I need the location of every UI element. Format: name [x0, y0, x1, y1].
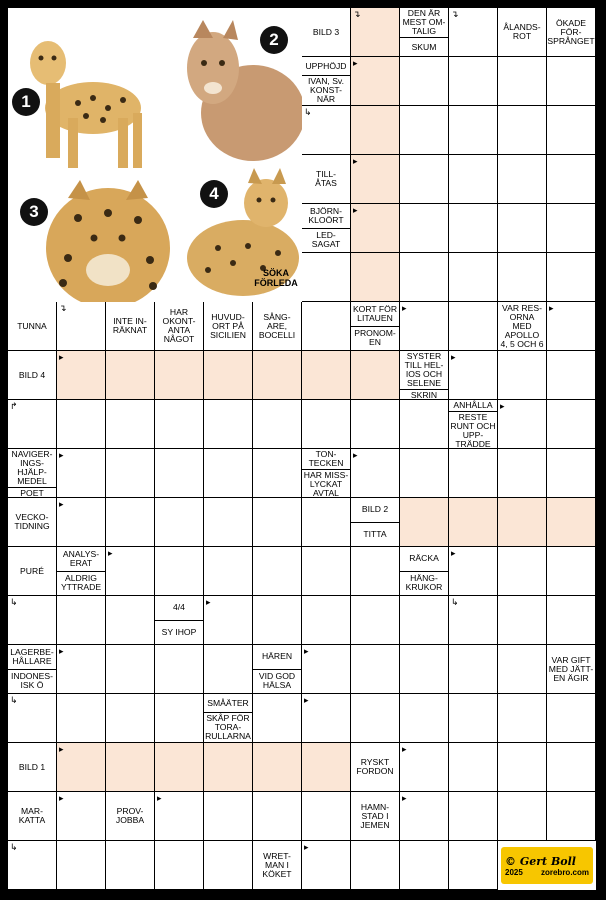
- clue-text: BILD 2: [361, 504, 389, 515]
- answer-cell[interactable]: [351, 596, 400, 645]
- answer-cell[interactable]: [204, 792, 253, 841]
- answer-cell[interactable]: [106, 449, 155, 498]
- answer-cell[interactable]: [57, 596, 106, 645]
- answer-cell[interactable]: [57, 792, 106, 841]
- answer-cell[interactable]: [155, 645, 204, 694]
- answer-cell[interactable]: [8, 841, 57, 890]
- answer-cell[interactable]: [400, 302, 449, 351]
- answer-cell[interactable]: [400, 596, 449, 645]
- answer-cell[interactable]: [498, 155, 547, 204]
- answer-cell[interactable]: [351, 841, 400, 890]
- clue-cell: [351, 498, 400, 547]
- answer-cell[interactable]: [498, 694, 547, 743]
- answer-cell[interactable]: [57, 694, 106, 743]
- answer-cell[interactable]: [106, 694, 155, 743]
- clue-text: NAVIGER- INGS- HJÄLP- MEDEL: [11, 449, 53, 486]
- answer-cell[interactable]: [449, 57, 498, 106]
- answer-cell[interactable]: [302, 498, 351, 547]
- answer-cell[interactable]: [155, 351, 204, 400]
- clue-text: PRONOM- EN: [351, 326, 399, 351]
- clue-text: TILL- ÅTAS: [315, 169, 337, 188]
- answer-cell[interactable]: [302, 792, 351, 841]
- direction-arrow-icon: ↴: [451, 9, 459, 19]
- answer-cell[interactable]: [155, 498, 204, 547]
- publisher-logo: [501, 847, 593, 884]
- clue-cell: [351, 302, 400, 351]
- clue-text: VID GOD HÄLSA: [253, 669, 301, 694]
- answer-cell[interactable]: [449, 645, 498, 694]
- clue-text: HÄREN: [261, 651, 293, 662]
- answer-cell[interactable]: [547, 792, 596, 841]
- badge-1: 1: [12, 88, 40, 116]
- direction-arrow-icon: ▸: [451, 352, 456, 362]
- clue-text: SÅNG- ARE, BOCELLI: [258, 311, 296, 340]
- answer-cell[interactable]: [155, 743, 204, 792]
- answer-cell[interactable]: [400, 400, 449, 449]
- clue-cell: [253, 302, 302, 351]
- answer-cell[interactable]: [547, 743, 596, 792]
- clue-text: HAR OKONT- ANTA NÅGOT: [162, 307, 196, 344]
- answer-cell[interactable]: [400, 841, 449, 890]
- answer-cell[interactable]: [57, 449, 106, 498]
- answer-cell[interactable]: [547, 400, 596, 449]
- clue-text: VECKO- TIDNING: [14, 512, 50, 531]
- answer-cell[interactable]: [498, 596, 547, 645]
- direction-arrow-icon: ↴: [353, 9, 361, 19]
- answer-cell[interactable]: [302, 351, 351, 400]
- clue-cell: [547, 645, 596, 694]
- answer-cell[interactable]: [547, 302, 596, 351]
- answer-cell[interactable]: [155, 694, 204, 743]
- answer-cell[interactable]: [400, 694, 449, 743]
- clue-cell: [8, 498, 57, 547]
- clue-text: RESTE RUNT OCH UPP- TRÄDDE: [450, 412, 496, 449]
- clue-cell: [400, 8, 449, 57]
- clue-cell: [57, 547, 106, 596]
- answer-cell[interactable]: [106, 743, 155, 792]
- answer-cell[interactable]: [400, 498, 449, 547]
- answer-cell[interactable]: [204, 351, 253, 400]
- answer-cell[interactable]: [106, 498, 155, 547]
- clue-text: PURÉ: [20, 565, 44, 576]
- clue-text: IVAN, Sv. KONST- NÄR: [302, 75, 350, 105]
- answer-cell[interactable]: [106, 400, 155, 449]
- answer-cell[interactable]: [302, 547, 351, 596]
- answer-cell[interactable]: [351, 449, 400, 498]
- clue-cell: [302, 449, 351, 498]
- clue-cell: [351, 792, 400, 841]
- clue-text: BILD 4: [18, 369, 46, 380]
- answer-cell[interactable]: [400, 645, 449, 694]
- direction-arrow-icon: ↳: [304, 107, 312, 117]
- answer-cell[interactable]: [57, 645, 106, 694]
- answer-cell[interactable]: [57, 841, 106, 890]
- clue-text: RÄCKA: [409, 553, 439, 564]
- clue-text: HUVUD- ORT PÅ SICILIEN: [210, 311, 246, 340]
- clue-text: SMÅÄTER: [207, 697, 249, 708]
- answer-cell[interactable]: [547, 694, 596, 743]
- clue-text: SYSTER TILL HEL- IOS OCH SELENE: [404, 351, 444, 388]
- answer-cell[interactable]: [547, 155, 596, 204]
- clue-text: INTE IN- RÄKNAT: [112, 316, 148, 335]
- clue-text: SKÅP FÖR TORA- RULLARNA: [205, 713, 251, 741]
- clue-text: ANHÅLLA: [453, 400, 493, 410]
- answer-cell[interactable]: [106, 841, 155, 890]
- answer-cell[interactable]: [253, 547, 302, 596]
- logo-site: zorebro.com: [540, 867, 589, 877]
- answer-cell[interactable]: [449, 351, 498, 400]
- answer-cell[interactable]: [253, 498, 302, 547]
- direction-arrow-icon: ↴: [59, 303, 67, 313]
- clue-cell: [498, 302, 547, 351]
- answer-cell[interactable]: [498, 547, 547, 596]
- answer-cell[interactable]: [547, 106, 596, 155]
- answer-cell[interactable]: [449, 596, 498, 645]
- answer-cell[interactable]: [400, 253, 449, 302]
- clue-text: SKRIN: [400, 389, 448, 400]
- clue-text: ÅLANDS- ROT: [503, 22, 541, 41]
- direction-arrow-icon: ▸: [353, 450, 358, 460]
- clue-cell: [400, 547, 449, 596]
- answer-cell[interactable]: [547, 204, 596, 253]
- cheetah-picture: [30, 41, 142, 168]
- answer-cell[interactable]: [498, 400, 547, 449]
- answer-cell[interactable]: [8, 596, 57, 645]
- clue-text: BILD 1: [18, 761, 46, 772]
- answer-cell[interactable]: [351, 204, 400, 253]
- clue-text: HÄNG- KRUKOR: [400, 571, 448, 596]
- answer-cell[interactable]: [351, 400, 400, 449]
- answer-cell[interactable]: [302, 106, 351, 155]
- answer-cell[interactable]: [449, 253, 498, 302]
- answer-cell[interactable]: [253, 400, 302, 449]
- clue-text: KORT FÖR LITAUEN: [352, 303, 398, 323]
- badge-2: 2: [260, 26, 288, 54]
- answer-cell[interactable]: [449, 155, 498, 204]
- clue-text: ALDRIG YTTRADE: [57, 571, 105, 596]
- direction-arrow-icon: ↳: [10, 842, 18, 852]
- answer-cell[interactable]: [57, 302, 106, 351]
- direction-arrow-icon: ▸: [157, 793, 162, 803]
- clue-text: POET: [8, 487, 56, 498]
- direction-arrow-icon: ▸: [402, 303, 407, 313]
- answer-cell[interactable]: [155, 792, 204, 841]
- answer-cell[interactable]: [498, 204, 547, 253]
- clue-text: LAGERBE- HÅLLARE: [10, 646, 54, 666]
- copyright-symbol: ©: [505, 854, 516, 868]
- direction-arrow-icon: ▸: [59, 352, 64, 362]
- direction-arrow-icon: ▸: [353, 58, 358, 68]
- answer-cell[interactable]: [400, 449, 449, 498]
- answer-cell[interactable]: [449, 106, 498, 155]
- clue-cell: [106, 792, 155, 841]
- clue-text: PROV- JOBBA: [115, 806, 145, 825]
- answer-cell[interactable]: [449, 8, 498, 57]
- clue-text: UPPHÖJD: [305, 60, 347, 71]
- answer-cell[interactable]: [106, 547, 155, 596]
- answer-cell[interactable]: [351, 155, 400, 204]
- badge-3: 3: [20, 198, 48, 226]
- clue-text: TON- TECKEN: [308, 449, 344, 468]
- photo-caption: SÖKA FÖRLEDA: [254, 268, 298, 288]
- clue-text: ANALYS- ERAT: [62, 548, 100, 568]
- direction-arrow-icon: ▸: [304, 646, 309, 656]
- answer-cell[interactable]: [204, 841, 253, 890]
- clue-text: ÖKADE FÖR- SPRÅNGET: [547, 17, 595, 46]
- answer-cell[interactable]: [155, 841, 204, 890]
- clue-cell: [106, 302, 155, 351]
- clue-text: BJÖRN- KLOÖRT: [308, 205, 344, 225]
- clue-text: 4/4: [173, 602, 185, 613]
- answer-cell[interactable]: [400, 106, 449, 155]
- direction-arrow-icon: ↳: [451, 597, 459, 607]
- answer-cell[interactable]: [155, 400, 204, 449]
- answer-cell[interactable]: [498, 253, 547, 302]
- direction-arrow-icon: ▸: [353, 156, 358, 166]
- direction-arrow-icon: ▸: [59, 744, 64, 754]
- clue-text: TITTA: [351, 522, 399, 547]
- answer-cell[interactable]: [449, 498, 498, 547]
- answer-cell[interactable]: [106, 596, 155, 645]
- clue-text: VAR GIFT MED JÄTT- EN ÄGIR: [548, 654, 594, 683]
- clue-text: HAMN- STAD I JEMEN: [360, 801, 390, 830]
- clue-cell: [8, 351, 57, 400]
- answer-cell[interactable]: [449, 841, 498, 890]
- direction-arrow-icon: ▸: [402, 744, 407, 754]
- answer-cell[interactable]: [400, 204, 449, 253]
- answer-cell[interactable]: [8, 694, 57, 743]
- answer-cell[interactable]: [351, 57, 400, 106]
- clue-cell: [8, 547, 57, 596]
- direction-arrow-icon: ▸: [59, 646, 64, 656]
- clue-cell: [8, 449, 57, 498]
- answer-cell[interactable]: [57, 743, 106, 792]
- answer-cell[interactable]: [106, 645, 155, 694]
- direction-arrow-icon: ▸: [353, 205, 358, 215]
- answer-cell[interactable]: [351, 253, 400, 302]
- answer-cell[interactable]: [449, 547, 498, 596]
- clue-cell: [449, 400, 498, 449]
- answer-cell[interactable]: [302, 596, 351, 645]
- clue-text: SY IHOP: [155, 620, 203, 645]
- clue-text: INDONES- ISK Ö: [8, 669, 56, 694]
- clue-cell: [302, 8, 351, 57]
- answer-cell[interactable]: [498, 351, 547, 400]
- answer-cell[interactable]: [449, 449, 498, 498]
- answer-cell[interactable]: [351, 106, 400, 155]
- clue-cell: [155, 302, 204, 351]
- answer-cell[interactable]: [400, 792, 449, 841]
- answer-cell[interactable]: [498, 449, 547, 498]
- answer-cell[interactable]: [57, 351, 106, 400]
- answer-cell[interactable]: [351, 8, 400, 57]
- direction-arrow-icon: ↳: [10, 597, 18, 607]
- clue-cell: [302, 155, 351, 204]
- answer-cell[interactable]: [302, 743, 351, 792]
- clue-cell: [8, 645, 57, 694]
- direction-arrow-icon: ↱: [10, 401, 18, 411]
- clue-cell: [253, 645, 302, 694]
- answer-cell[interactable]: [8, 400, 57, 449]
- direction-arrow-icon: ▸: [59, 793, 64, 803]
- logo-author: Gert Boll: [519, 854, 576, 868]
- answer-cell[interactable]: [302, 253, 351, 302]
- clue-cell: [253, 841, 302, 890]
- clue-text: SKUM: [400, 37, 448, 56]
- direction-arrow-icon: ↳: [10, 695, 18, 705]
- jaguar-picture: [46, 180, 170, 302]
- direction-arrow-icon: ▸: [59, 499, 64, 509]
- answer-cell[interactable]: [498, 743, 547, 792]
- answer-cell[interactable]: [449, 694, 498, 743]
- answer-cell[interactable]: [547, 351, 596, 400]
- answer-cell[interactable]: [449, 204, 498, 253]
- answer-cell[interactable]: [253, 743, 302, 792]
- clue-cell: [351, 743, 400, 792]
- answer-cell[interactable]: [498, 106, 547, 155]
- answer-cell[interactable]: [449, 743, 498, 792]
- clue-text: LED- SAGAT: [302, 228, 350, 253]
- answer-cell[interactable]: [351, 547, 400, 596]
- answer-cell[interactable]: [351, 694, 400, 743]
- answer-cell[interactable]: [351, 351, 400, 400]
- direction-arrow-icon: ▸: [500, 401, 505, 411]
- direction-arrow-icon: ▸: [451, 548, 456, 558]
- clue-text: WRET- MAN I KÖKET: [262, 850, 292, 879]
- answer-cell[interactable]: [547, 253, 596, 302]
- crossword-board: [8, 8, 596, 890]
- clue-text: BILD 3: [312, 26, 340, 37]
- answer-cell[interactable]: [498, 498, 547, 547]
- answer-cell[interactable]: [204, 498, 253, 547]
- clue-cell: [8, 302, 57, 351]
- direction-arrow-icon: ▸: [304, 695, 309, 705]
- answer-cell[interactable]: [547, 498, 596, 547]
- clue-cell: [400, 351, 449, 400]
- clue-cell: [204, 694, 253, 743]
- answer-cell[interactable]: [204, 449, 253, 498]
- clue-cell: [8, 792, 57, 841]
- answer-cell[interactable]: [498, 792, 547, 841]
- answer-cell[interactable]: [253, 596, 302, 645]
- clue-text: HAR MISS- LYCKAT AVTAL: [303, 470, 349, 498]
- answer-cell[interactable]: [204, 645, 253, 694]
- answer-cell[interactable]: [400, 743, 449, 792]
- animal-illustrations: [8, 8, 302, 302]
- answer-cell[interactable]: [204, 596, 253, 645]
- answer-cell[interactable]: [302, 302, 351, 351]
- direction-arrow-icon: ▸: [108, 548, 113, 558]
- clue-cell: [302, 57, 351, 106]
- answer-cell[interactable]: [547, 596, 596, 645]
- answer-cell[interactable]: [253, 694, 302, 743]
- answer-cell[interactable]: [302, 645, 351, 694]
- answer-cell[interactable]: [547, 449, 596, 498]
- answer-cell[interactable]: [204, 743, 253, 792]
- clue-cell: [155, 596, 204, 645]
- answer-cell[interactable]: [302, 841, 351, 890]
- answer-cell[interactable]: [253, 351, 302, 400]
- clue-cell: [302, 204, 351, 253]
- answer-cell[interactable]: [547, 547, 596, 596]
- clue-cell: [498, 8, 547, 57]
- answer-cell[interactable]: [351, 645, 400, 694]
- direction-arrow-icon: ▸: [549, 303, 554, 313]
- badge-4: 4: [200, 180, 228, 208]
- answer-cell[interactable]: [302, 400, 351, 449]
- clue-text: DEN ÄR MEST OM- TALIG: [402, 8, 446, 36]
- answer-cell[interactable]: [449, 792, 498, 841]
- answer-cell[interactable]: [400, 155, 449, 204]
- answer-cell[interactable]: [155, 449, 204, 498]
- clue-cell: [547, 8, 596, 57]
- answer-cell[interactable]: [155, 547, 204, 596]
- clue-text: MAR- KATTA: [18, 806, 46, 825]
- logo-year: 2025: [505, 867, 523, 877]
- clue-text: VAR RES- ORNA MED APOLLO 4, 5 OCH 6: [500, 302, 544, 349]
- answer-cell[interactable]: [302, 694, 351, 743]
- direction-arrow-icon: ▸: [304, 842, 309, 852]
- answer-cell[interactable]: [498, 57, 547, 106]
- answer-cell[interactable]: [498, 645, 547, 694]
- answer-cell[interactable]: [204, 400, 253, 449]
- answer-cell[interactable]: [449, 302, 498, 351]
- clue-text: TUNNA: [17, 320, 47, 331]
- answer-cell[interactable]: [204, 547, 253, 596]
- answer-cell[interactable]: [400, 57, 449, 106]
- answer-cell[interactable]: [106, 351, 155, 400]
- direction-arrow-icon: ▸: [206, 597, 211, 607]
- answer-cell[interactable]: [57, 498, 106, 547]
- animal-photo-panel: [8, 8, 302, 302]
- clue-cell: [204, 302, 253, 351]
- direction-arrow-icon: ▸: [59, 450, 64, 460]
- answer-cell[interactable]: [253, 449, 302, 498]
- clue-text: RYSKT FORDON: [356, 757, 394, 776]
- clue-cell: [8, 743, 57, 792]
- answer-cell[interactable]: [547, 57, 596, 106]
- answer-cell[interactable]: [57, 400, 106, 449]
- answer-cell[interactable]: [253, 792, 302, 841]
- direction-arrow-icon: ▸: [402, 793, 407, 803]
